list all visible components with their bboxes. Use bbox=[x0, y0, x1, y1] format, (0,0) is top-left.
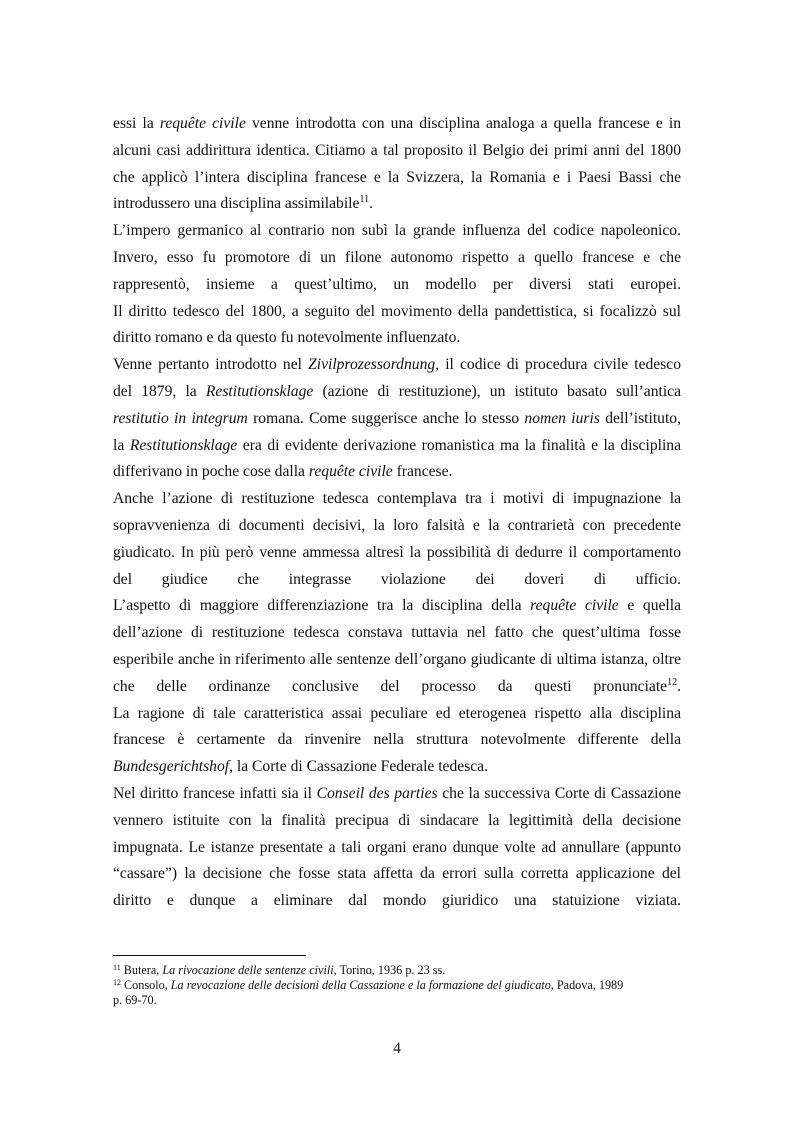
text-run: giudicato. In più però venne ammessa altresì la possibilità di dedurre il comportamento bbox=[113, 543, 681, 561]
text-line bbox=[113, 647, 681, 674]
text-run: Butera, bbox=[120, 963, 163, 977]
text-run: la bbox=[113, 436, 130, 454]
text-line bbox=[113, 433, 681, 460]
italic-term: requête civile bbox=[530, 597, 619, 615]
text-run: Consolo, bbox=[121, 978, 171, 992]
text-line bbox=[113, 138, 681, 165]
text-line bbox=[113, 111, 681, 138]
text-run: p. 69-70. bbox=[113, 993, 157, 1007]
text-run: (azione di restituzione), un istituto basato sull’antica bbox=[313, 382, 681, 400]
text-line bbox=[113, 754, 681, 781]
italic-term: Restitutionsklage bbox=[129, 436, 238, 454]
text-run: La ragione di tale caratteristica assai peculiare ed eterogenea rispetto alla disciplina bbox=[113, 704, 681, 722]
footnote-line bbox=[113, 978, 681, 993]
text-line bbox=[113, 459, 681, 486]
italic-term: requête civile bbox=[159, 115, 246, 132]
text-line bbox=[113, 781, 681, 808]
text-line bbox=[113, 808, 681, 835]
text-run: francese è certamente da rinvenire nella struttura notevolmente differente della bbox=[113, 731, 681, 749]
italic-term: nomen iuris bbox=[524, 409, 600, 427]
text-run: differivano in poche cose dalla bbox=[113, 463, 309, 481]
main-text bbox=[113, 111, 681, 915]
text-run: che applicò l’intera disciplina francese e la Svizzera, la Romania e i Paesi Bassi che bbox=[113, 168, 681, 186]
footnote-ref: 12 bbox=[113, 978, 121, 987]
text-line bbox=[113, 701, 681, 728]
text-line bbox=[113, 567, 681, 594]
text-run: essi la bbox=[113, 115, 160, 132]
italic-term: Zivilprozessordnung, bbox=[308, 356, 440, 374]
text-run: era di evidente derivazione romanistica ma la finalità e la disciplina bbox=[237, 436, 681, 454]
text-run: diritto romano e da questo fu notevolmente influenzato. bbox=[113, 329, 461, 347]
text-run: del 1879, la bbox=[113, 382, 206, 400]
page-number: 4 bbox=[393, 1040, 401, 1057]
text-run: il codice di procedura civile tedesco bbox=[439, 356, 681, 374]
text-run: alcuni casi addirittura identica. Citiamo a tal proposito il Belgio dei primi anni del 1800 bbox=[113, 141, 681, 159]
text-line bbox=[113, 674, 681, 701]
text-line bbox=[113, 165, 681, 192]
text-run: . bbox=[369, 195, 373, 213]
text-run: L’aspetto di maggiore differenziazione tra la disciplina della bbox=[113, 597, 531, 615]
text-line bbox=[113, 379, 681, 406]
text-line bbox=[113, 352, 681, 379]
text-line bbox=[113, 218, 681, 245]
text-run: Venne pertanto introdotto nel bbox=[113, 356, 309, 374]
text-run: esperibile anche in riferimento alle sentenze dell’organo giudicante di ultima istanza, oltre bbox=[113, 650, 681, 668]
text-run: impugnata. Le istanze presentate a tali organi erano dunque volte ad annullare (appunto bbox=[113, 838, 681, 856]
text-run: Nel diritto francese infatti sia il bbox=[113, 784, 317, 802]
text-run: . bbox=[677, 677, 681, 695]
text-run: dell’azione di restituzione tedesca constava tuttavia nel fatto che quest’ultima fosse bbox=[113, 624, 681, 642]
text-run: del giudice che integrasse violazione dei doveri di ufficio. bbox=[113, 570, 681, 588]
text-run: introdussero una disciplina assimilabile bbox=[113, 195, 360, 213]
text-line bbox=[113, 540, 681, 567]
text-run: , la Corte di Cassazione Federale tedesca. bbox=[229, 758, 489, 776]
text-line bbox=[113, 513, 681, 540]
text-line bbox=[113, 727, 681, 754]
italic-term: restitutio in integrum bbox=[113, 409, 248, 427]
text-run: dell’istituto, bbox=[599, 409, 681, 427]
footnote-separator bbox=[113, 955, 306, 956]
text-run: che delle ordinanze conclusive del processo da questi pronunciate bbox=[113, 677, 668, 695]
footnote-line bbox=[113, 963, 681, 978]
text-line bbox=[113, 593, 681, 620]
footnote-line bbox=[113, 993, 681, 1008]
text-run: Anche l’azione di restituzione tedesca contemplava tra i motivi di impugnazione la bbox=[113, 490, 681, 508]
text-run: Invero, esso fu promotore di un filone autonomo rispetto a quello francese e che bbox=[113, 248, 681, 266]
footnotes bbox=[113, 963, 681, 1008]
footnote-ref: 12 bbox=[667, 676, 678, 688]
text-line bbox=[113, 325, 681, 352]
italic-term: La revocazione delle decisioni della Cassazione e la formazione del giudicato bbox=[170, 978, 551, 992]
text-run: romana. Come suggerisce anche lo stesso bbox=[247, 409, 525, 427]
text-line bbox=[113, 191, 681, 218]
text-line bbox=[113, 888, 681, 915]
text-run: Il diritto tedesco del 1800, a seguito del movimento della pandettistica, si focalizzò sul bbox=[113, 302, 681, 320]
text-line bbox=[113, 861, 681, 888]
text-line bbox=[113, 299, 681, 326]
text-run: , Torino, 1936 p. 23 ss. bbox=[333, 963, 446, 977]
text-line bbox=[113, 406, 681, 433]
text-line bbox=[113, 620, 681, 647]
text-run: “cassare”) la decisione che fosse stata affetta da errori sulla corretta applicazione del bbox=[113, 865, 681, 883]
text-line bbox=[113, 486, 681, 513]
italic-term: requête civile bbox=[308, 463, 393, 481]
text-run: diritto e dunque a eliminare dal mondo giuridico una statuizione viziata. bbox=[113, 892, 681, 910]
text-run: vennero istituite con la finalità precipua di sindacare la legittimità della decisione bbox=[113, 811, 681, 829]
italic-term: Bundesgerichtshof bbox=[113, 758, 230, 776]
text-run: che la successiva Corte di Cassazione bbox=[437, 784, 681, 802]
footnote-ref: 11 bbox=[113, 963, 121, 972]
text-line bbox=[113, 245, 681, 272]
text-run: venne introdotta con una disciplina analoga a quella francese e in bbox=[245, 115, 681, 132]
italic-term: Restitutionsklage bbox=[205, 382, 314, 400]
body-paragraphs bbox=[113, 111, 681, 915]
text-run: rappresentò, insieme a quest’ultimo, un modello per diversi stati europei. bbox=[113, 275, 681, 293]
text-run: sopravvenienza di documenti decisivi, la loro falsità e la contrarietà con precedente bbox=[113, 516, 681, 534]
text-line bbox=[113, 272, 681, 299]
italic-term: La rivocazione delle sentenze civili bbox=[162, 963, 334, 977]
text-line bbox=[113, 835, 681, 862]
text-run: e quella bbox=[618, 597, 681, 615]
footnote-ref: 11 bbox=[359, 194, 370, 206]
text-run: L’impero germanico al contrario non subì la grande influenza del codice napoleonico. bbox=[113, 222, 681, 240]
text-run: francese. bbox=[392, 463, 453, 481]
italic-term: Conseil des parties bbox=[316, 784, 438, 802]
text-run: , Padova, 1989 bbox=[550, 978, 624, 992]
